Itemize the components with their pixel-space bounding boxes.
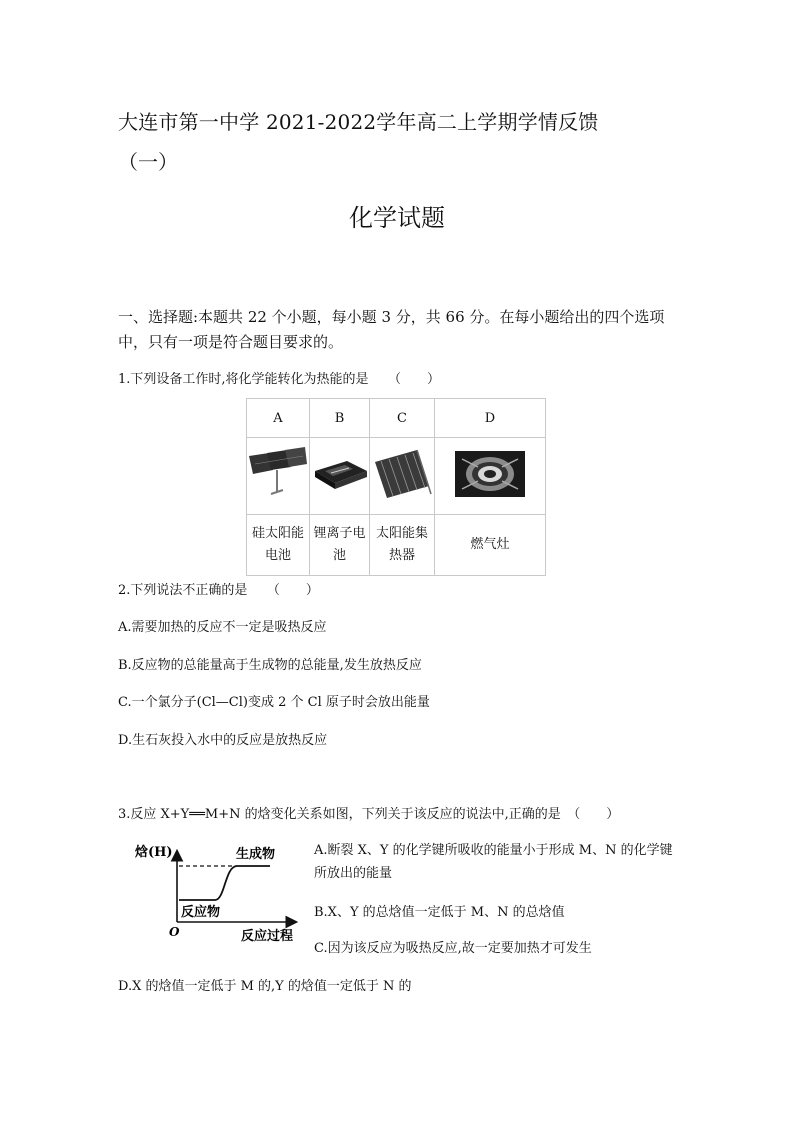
exam-school-title: 大连市第一中学 2021-2022学年高二上学期学情反馈: [118, 110, 599, 134]
option-d-label: 燃气灶: [435, 515, 546, 576]
section-instructions: 一、选择题:本题共 22 个小题，每小题 3 分，共 66 分。在每小题给出的四个选项中，只有一项是符合题目要求的。: [118, 308, 665, 351]
question-2-option-c: C.一个氯分子(Cl—Cl)变成 2 个 Cl 原子时会放出能量: [118, 695, 430, 710]
diagram-origin-label: O: [169, 925, 180, 939]
option-a-letter: A: [247, 399, 310, 438]
question-3-option-c: C.因为该反应为吸热反应,故一定要加热才可发生: [314, 941, 592, 956]
diagram-product-label: 生成物: [236, 847, 276, 862]
question-2-option-d: D.生石灰投入水中的反应是放热反应: [118, 733, 328, 748]
option-c-label: 太阳能集热器: [370, 515, 435, 576]
enthalpy-diagram: [133, 832, 308, 944]
diagram-ylabel: 焓(H): [135, 845, 173, 860]
exam-school-title-suffix: （一）: [118, 150, 178, 174]
gas-stove-icon: [435, 438, 546, 515]
battery-icon: [310, 438, 370, 515]
option-b-label: 锂离子电池: [310, 515, 370, 576]
question-2-option-b: B.反应物的总能量高于生成物的总能量,发生放热反应: [118, 658, 422, 673]
question-3-option-d: D.X 的焓值一定低于 M 的,Y 的焓值一定低于 N 的: [118, 979, 412, 994]
diagram-reactant-label: 反应物: [181, 905, 221, 920]
option-a-label: 硅太阳能电池: [247, 515, 310, 576]
question-1-stem: 1.下列设备工作时,将化学能转化为热能的是 （ ）: [118, 372, 441, 387]
question-2-option-a: A.需要加热的反应不一定是吸热反应: [118, 620, 327, 635]
option-b-letter: B: [310, 399, 370, 438]
diagram-xlabel: 反应过程: [241, 929, 294, 944]
question-2-stem: 2.下列说法不正确的是 （ ）: [118, 583, 319, 598]
question-3-option-b: B.X、Y 的总焓值一定低于 M、N 的总焓值: [314, 905, 565, 920]
solar-panel-icon: [247, 438, 310, 515]
option-d-letter: D: [435, 399, 546, 438]
enthalpy-curve: [179, 866, 270, 900]
question-1-device-table: [246, 398, 546, 576]
exam-subject-title: 化学试题: [349, 204, 445, 232]
option-c-letter: C: [370, 399, 435, 438]
question-3-stem: 3.反应 X+Y══M+N 的焓变化关系如图，下列关于该反应的说法中,正确的是 （ ）: [118, 807, 620, 822]
question-3-option-a: A.断裂 X、Y 的化学键所吸收的能量小于形成 M、N 的化学键所放出的能量: [314, 843, 673, 881]
solar-collector-icon: [370, 438, 435, 515]
